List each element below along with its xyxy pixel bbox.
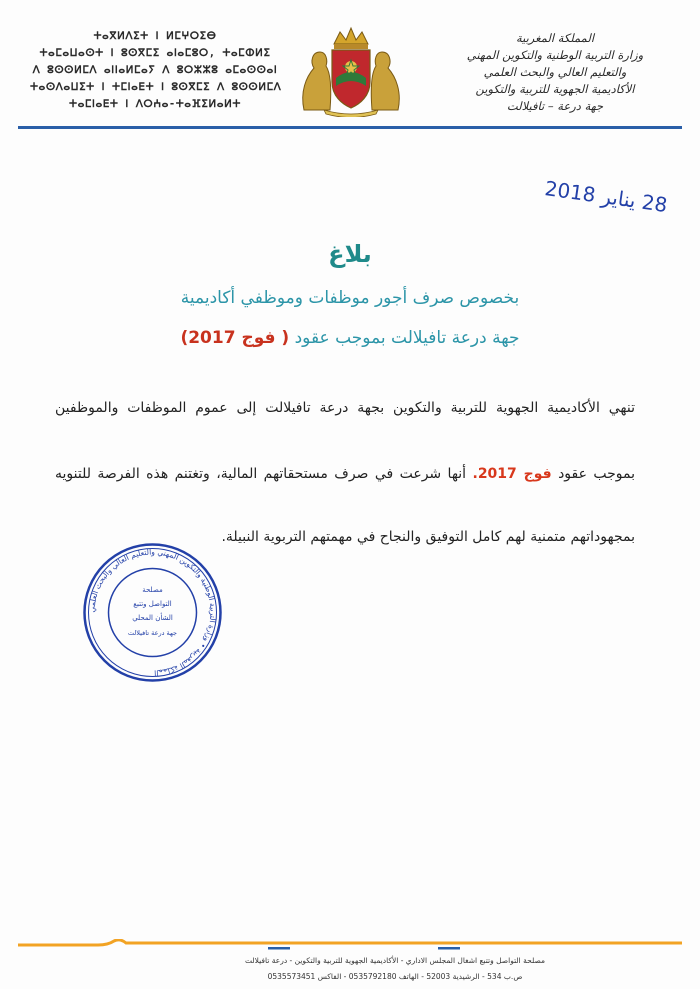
subtitle-line-1: بخصوص صرف أجور موظفات وموظفي أكاديمية — [180, 288, 520, 308]
tifinagh-line: ⵜⴰⵎⵏⴰⴹⵜ ⵏ ⴷⵔⵄⴰ-ⵜⴰⴼⵉⵍⴰⵍⵜ — [69, 98, 241, 110]
tifinagh-line: ⵜⴰⴳⵍⴷⵉⵜ ⵏ ⵍⵎⵖⵔⵉⴱ — [93, 30, 217, 42]
body-line-3: بمجهوداتهم متمنية لهم كامل التوفيق والنجاح في مهمتهم التربوية النبيلة. — [221, 529, 635, 545]
header-tifinagh-block — [30, 28, 280, 113]
arabic-header-line: الأكاديمية الجهوية للتربية والتكوين — [475, 82, 635, 96]
arabic-header-line: جهة درعة – تافيلالت — [506, 99, 604, 113]
header-arabic-block — [440, 30, 670, 115]
seal-inner-line: جهة درعة تافيلالت — [127, 629, 178, 637]
footer-line-2: ص.ب 534 - الرشيدية 52003 - الهاتف 0535792180 - الفاكس 0535573451 — [267, 972, 523, 981]
seal-inner-line: الشأن المحلي — [132, 614, 173, 622]
seal-inner-line: مصلحة — [142, 586, 163, 594]
tifinagh-line: ⴷ ⵓⵙⵙⵍⵎⴷ ⴰⵏⵏⴰⵍⵎⴰⵢ ⴷ ⵓⵔⵣⵣⵓ ⴰⵎⴰⵙⵙⴰⵏ — [32, 64, 278, 76]
body-cohort-highlight: فوج 2017. — [472, 466, 552, 482]
date-stamp: 28 يناير 2018 — [543, 176, 669, 218]
body-line-2-end: أنها شرعت في صرف مستحقاتهم المالية، وتغتنم هذه الفرصة للتنويه — [55, 466, 467, 482]
body-line-1: تنهي الأكاديمية الجهوية للتربية والتكوين بجهة درعة تافيلالت إلى عموم الموظفات والموظفين — [55, 400, 635, 416]
seal-outer-text: المملكة المغربية • وزارة التربية الوطنية والتكوين المهني والتعليم العالي والبحث العلمي — [87, 547, 218, 678]
official-seal-icon — [80, 540, 225, 685]
subtitle-line-2 — [0, 328, 700, 348]
footer-divider — [18, 939, 682, 951]
subtitle-cohort-highlight: ( فوج 2017) — [180, 328, 290, 348]
seal-inner-line: التواصل وتتبع — [133, 600, 172, 608]
document-title: بلاغ — [328, 240, 372, 268]
body-line-2-start: بموجب عقود — [558, 466, 635, 482]
tifinagh-line: ⵜⴰⵙⴷⴰⵡⵉⵜ ⵏ ⵜⵎⵏⴰⴹⵜ ⵏ ⵓⵙⴳⵎⵉ ⴷ ⵓⵙⵙⵍⵎⴷ — [30, 81, 282, 93]
footer-line-1: مصلحة التواصل وتتبع اشغال المجلس الاداري - الأكاديمية الجهوية للتربية والتكوين - درعة تافيلالت — [244, 956, 546, 965]
arabic-header-line: والتعليم العالي والبحث العلمي — [483, 65, 627, 79]
subtitle-line-2-text: جهة درعة تافيلالت بموجب عقود — [294, 328, 520, 348]
coat-of-arms-icon — [296, 22, 406, 117]
arabic-header-line: وزارة التربية الوطنية والتكوين المهني — [466, 48, 644, 62]
tifinagh-line: ⵜⴰⵎⴰⵡⴰⵙⵜ ⵏ ⵓⵙⴳⵎⵉ ⴰⵏⴰⵎⵓⵔ, ⵜⴰⵎⵀⵍⵉ — [39, 47, 271, 59]
header-divider — [18, 126, 682, 129]
arabic-header-line: المملكة المغربية — [515, 31, 595, 45]
body-line-2 — [55, 466, 635, 482]
